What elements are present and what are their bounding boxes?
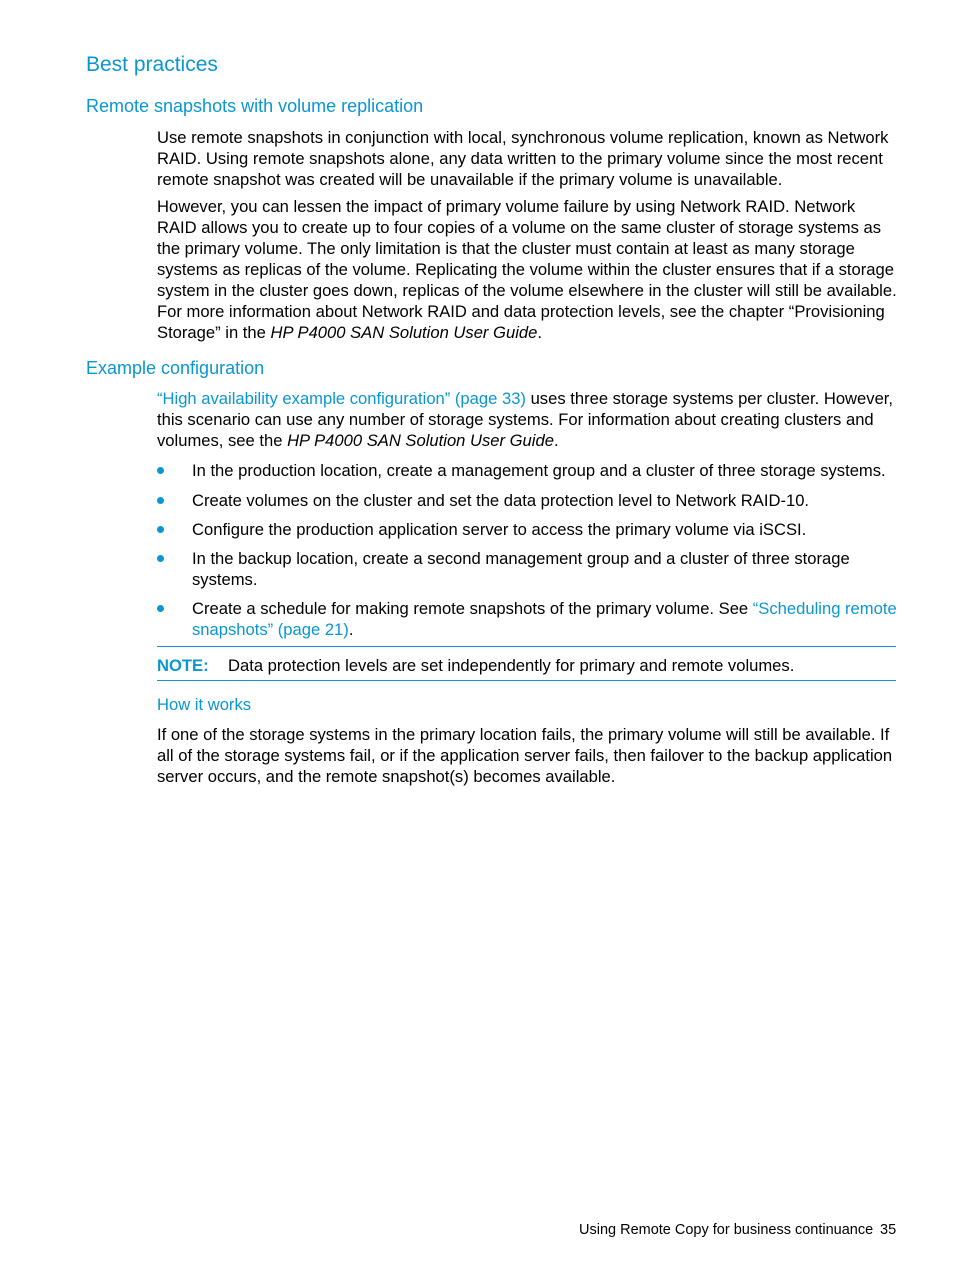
list-item-text: Configure the production application server to access the primary volume via iSCSI. xyxy=(192,520,807,539)
list-item-text xyxy=(192,598,897,640)
list-item xyxy=(157,490,897,511)
footer-page-number: 35 xyxy=(880,1222,897,1238)
list-item-text: In the production location, create a management group and a cluster of three storage systems. xyxy=(192,461,886,480)
bullet-icon xyxy=(157,555,164,562)
bullet-icon xyxy=(157,605,164,612)
list-item-end: . xyxy=(348,620,354,639)
bullet-icon xyxy=(157,526,164,533)
list-item xyxy=(157,460,897,481)
paragraph-body: However, you can lessen the impact of primary volume failure by using Network RAID. Network RAID allows you to create up to four copies of a volume on the same cluster of storage systems as the primary volume. The only limitation is that the cluster must contain at least as many storage systems as replicas of the volume. Replicating the volume within the cluster ensures that if a storage system in the cluster goes down, replicas of the volume elsewhere in the cluster will still be available. For more information about Network RAID and data protection levels, see the chapter “Provisioning Storage” in the xyxy=(157,197,897,342)
paragraph-text xyxy=(157,196,897,343)
remote-snapshots-paragraph-2 xyxy=(157,196,897,343)
guide-title: HP P4000 SAN Solution User Guide xyxy=(270,323,538,342)
paragraph-text: If one of the storage systems in the primary location fails, the primary volume will still be available. If all of the storage systems fail, or if the application server fails, then failover to the backup application server occurs, and the remote snapshot(s) becomes available. xyxy=(157,725,893,786)
paragraph-text xyxy=(157,388,897,451)
list-item xyxy=(157,598,897,640)
bullet-icon xyxy=(157,467,164,474)
example-intro-paragraph xyxy=(157,388,897,451)
footer-chapter-title: Using Remote Copy for business continuance xyxy=(579,1222,874,1238)
guide-title: HP P4000 SAN Solution User Guide xyxy=(287,431,554,450)
note-label: NOTE: xyxy=(157,656,209,675)
paragraph-end: . xyxy=(553,431,559,450)
page-heading: Best practices xyxy=(86,53,218,76)
paragraph-end: . xyxy=(537,323,542,342)
scheduling-remote-snapshots-link[interactable]: “Scheduling remote snapshots” (page 21) xyxy=(192,599,897,639)
paragraph-body: uses three storage systems per cluster. However, this scenario can use any number of storage systems. For information about creating clusters and volumes, see the xyxy=(157,389,894,450)
how-it-works-paragraph xyxy=(157,724,897,787)
list-item-body: Create a schedule for making remote snapshots of the primary volume. See xyxy=(192,599,753,618)
subsection-title-how-it-works: How it works xyxy=(157,695,252,714)
remote-snapshots-paragraph-1 xyxy=(157,127,897,190)
bullet-icon xyxy=(157,497,164,504)
list-item-text: In the backup location, create a second management group and a cluster of three storage systems. xyxy=(192,549,850,589)
section-title-remote-snapshots: Remote snapshots with volume replication xyxy=(86,96,424,116)
high-availability-link[interactable]: “High availability example configuration” (page 33) xyxy=(157,389,526,408)
note-box xyxy=(157,646,896,681)
paragraph-text: Use remote snapshots in conjunction with local, synchronous volume replication, known as Network RAID. Using remote snapshots alone, any data written to the primary volume since the most recent remote snapshot was created will be unavailable if the primary volume is unavailable. xyxy=(157,128,889,189)
section-title-example-configuration: Example configuration xyxy=(86,358,265,378)
list-item xyxy=(157,548,897,590)
list-item xyxy=(157,519,897,540)
note-text: Data protection levels are set independently for primary and remote volumes. xyxy=(228,656,795,675)
list-item-text: Create volumes on the cluster and set the data protection level to Network RAID-10. xyxy=(192,491,810,510)
